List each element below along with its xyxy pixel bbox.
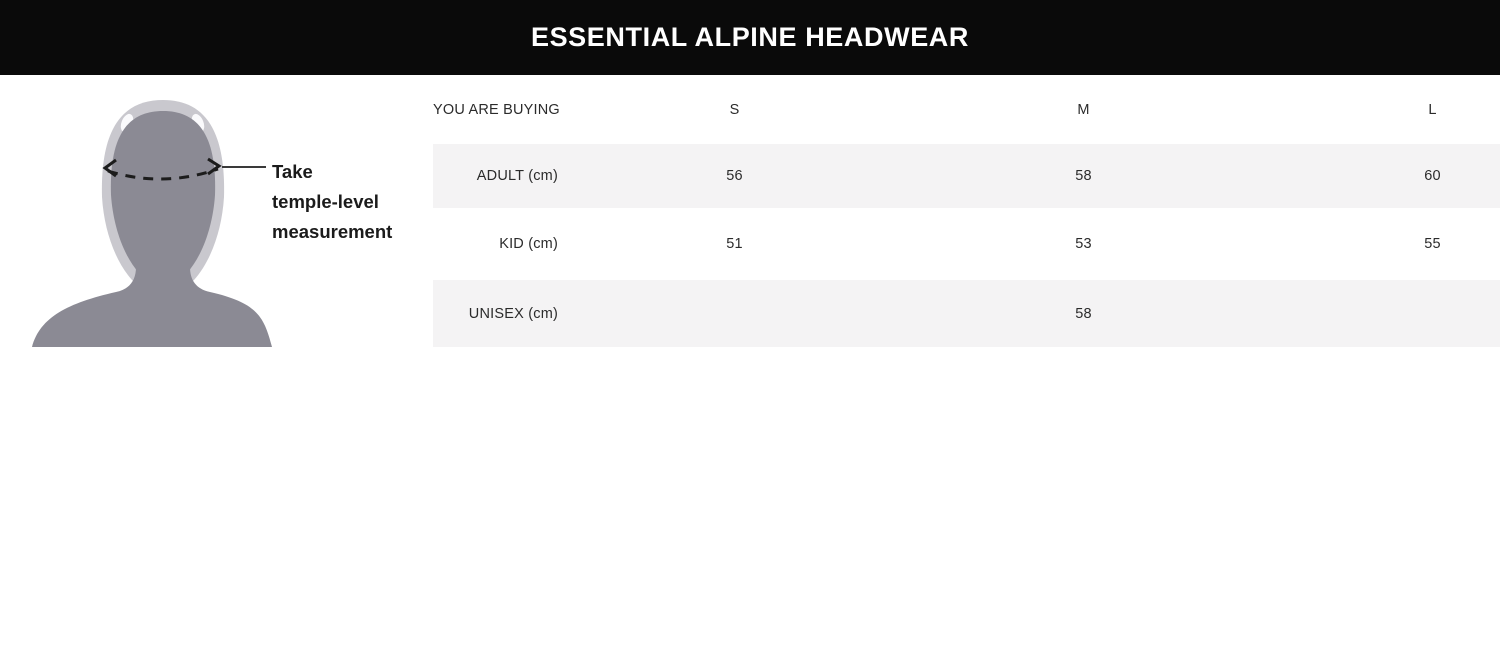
cell-kid-s: 51 [726, 236, 743, 252]
page-title: ESSENTIAL ALPINE HEADWEAR [530, 22, 970, 52]
size-chart [433, 75, 1500, 347]
cell-unisex-l [1258, 280, 1500, 347]
table-row-kid [433, 208, 1500, 280]
row-label-adult: ADULT (cm) [476, 168, 558, 184]
title-bar [0, 0, 1500, 75]
table-row-adult [433, 144, 1500, 208]
col-header-size-s: S [729, 101, 740, 118]
cell-adult-m: 58 [1075, 168, 1092, 184]
col-header-size-l: L [1428, 101, 1437, 118]
measurement-illustration [0, 75, 433, 347]
cell-unisex-m: 58 [1075, 305, 1092, 322]
caption-line-3: measurement [272, 221, 393, 242]
cell-unisex-s [560, 280, 909, 347]
size-chart-table [433, 75, 1500, 347]
cell-adult-l: 60 [1424, 168, 1441, 184]
row-label-unisex: UNISEX (cm) [468, 305, 558, 322]
shoulders-shape [32, 267, 272, 347]
cell-adult-s: 56 [726, 168, 743, 184]
caption-line-2: temple-level [272, 191, 379, 212]
cell-kid-l: 55 [1424, 236, 1441, 252]
cell-kid-m: 53 [1075, 236, 1092, 252]
measurement-caption [272, 157, 392, 247]
table-row-unisex [433, 280, 1500, 347]
col-header-size-m: M [1077, 101, 1090, 118]
caption-line-1: Take [272, 161, 313, 182]
size-chart-header-row [433, 75, 1500, 144]
row-label-kid: KID (cm) [499, 236, 558, 252]
col-header-you-are-buying: YOU ARE BUYING [433, 101, 560, 118]
